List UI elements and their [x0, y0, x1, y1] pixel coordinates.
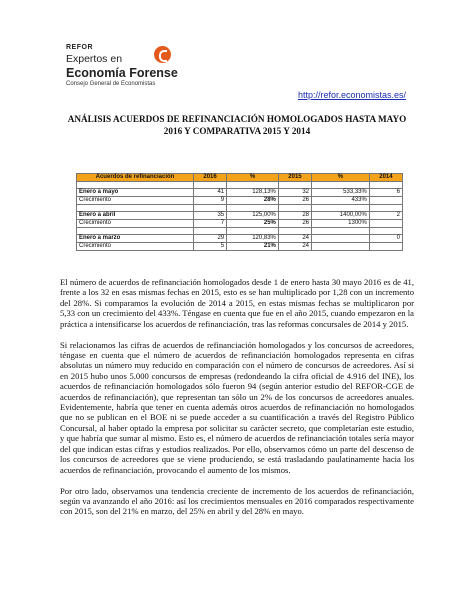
table-row: [77, 197, 403, 205]
table-cell: 9: [194, 197, 227, 205]
logo-line2: Economía Forense: [66, 66, 178, 80]
table-cell: 24: [278, 235, 311, 243]
logo-line3: Consejo General de Economistas: [66, 81, 156, 87]
table-cell: 5: [194, 243, 227, 251]
table-cell: 128,13%: [227, 189, 279, 197]
website-link[interactable]: http://refor.economistas.es/: [297, 90, 406, 100]
table-spacer-row: [77, 182, 403, 189]
table-row: [77, 189, 403, 197]
logo-small-text: REFOR: [66, 44, 93, 51]
table-header-cell: 2014: [369, 174, 402, 182]
table-row: [77, 235, 403, 243]
table-cell: 28: [278, 212, 311, 220]
table-cell: 2: [369, 212, 402, 220]
table-cell: 433%: [312, 197, 370, 205]
table-cell: 0: [369, 235, 402, 243]
table-header-cell: Acuerdos de refinanciación: [77, 174, 194, 182]
table-cell: [369, 197, 402, 205]
table-header-cell: 2016: [194, 174, 227, 182]
body-text: [60, 277, 414, 527]
table-cell: 26: [278, 220, 311, 228]
table-header-cell: 2015: [278, 174, 311, 182]
table-header-row: [77, 174, 403, 182]
row-label: Crecimiento: [77, 220, 194, 228]
paragraph: El número de acuerdos de refinanciación homologados desde 1 de enero hasta 30 mayo 2016 es de 41, frente a los 32 en esas mismas fechas en 2015, esto es se han multiplicado por 1,28 con un incremento del 28%. Si comparamos la evolución de 2014 a 2015, en estas mismas fechas se multiplicaron por 5,33 con un crecimiento del 433%. Téngase en cuenta que fue en el año 2015, cuando empezaron en la práctica a intensificarse los acuerdos de refinanciación, tras las reformas concursales de 2014 y 2015.: [60, 277, 414, 329]
table-cell: 29: [194, 235, 227, 243]
table-cell: 1300%: [312, 220, 370, 228]
table-cell: [312, 243, 370, 251]
logo-line1: Expertos en: [66, 53, 123, 65]
table-cell: 32: [278, 189, 311, 197]
document-title: ANÁLISIS ACUERDOS DE REFINANCIACIÓN HOMOLOGADOS HASTA MAYO 2016 Y COMPARATIVA 2015 Y 2014: [67, 114, 407, 136]
table-cell: [312, 235, 370, 243]
table-header-cell: %: [312, 174, 370, 182]
paragraph: Por otro lado, observamos una tendencia creciente de incremento de los acuerdos de refinanciación, según va avanzando el año 2016: así los crecimientos mensuales en 2016 comparados respectivamente con 2015, son del 21% en marzo, del 25% en abril y del 28% en mayo.: [60, 485, 414, 517]
table-cell: [369, 243, 402, 251]
table-row: [77, 220, 403, 228]
table-cell: 41: [194, 189, 227, 197]
table-cell: 25%: [227, 220, 279, 228]
table-cell: 21%: [227, 243, 279, 251]
table-cell: 125,00%: [227, 212, 279, 220]
paragraph: Si relacionamos las cifras de acuerdos de refinanciación homologados y los concursos de acreedores, téngase en cuenta que el número de acuerdos de refinanciación homologados representa en cifras absolutas un número muy reducido en comparación con el número de concursos de acreedores. Así si en 2015 hubo unos 5.000 concursos de empresas (redondeando la cifra oficial de 4.916 del INE), los acuerdos de refinanciación homologados sólo fueron 94 (según anterior estudio del REFOR-CGE de acuerdos de refinanciación), que representan tan sólo un 2% de los concursos de acreedores anuales. Evidentemente, habría que tener en cuenta además otros acuerdos de refinanciación no homologados que no se publican en el BOE ni se puede acceder a su cuantificación a través del Registro Público Concursal, al haber optado la empresa por solicitar su carácter secreto, que completarían este estudio, y que habría que sumar al mismo. Esto es, el número de acuerdos de refinanciación totales sería mayor del que indican estas cifras y estudios realizados. Por ello, observamos cómo un parte del descenso de los concursos de acreedores que se viene produciendo, se está trasladando paulatinamente hacia los acuerdos de refinanciación, provocando el aumento de los mismos.: [60, 339, 414, 475]
row-label: Enero a marzo: [77, 235, 194, 243]
table-cell: 24: [278, 243, 311, 251]
table-header-cell: %: [227, 174, 279, 182]
table-spacer-row: [77, 228, 403, 235]
table-cell: 533,33%: [312, 189, 370, 197]
table-cell: 28%: [227, 197, 279, 205]
table-cell: 26: [278, 197, 311, 205]
table-spacer-row: [77, 205, 403, 212]
logo-mark-icon: [154, 46, 171, 63]
table-cell: 1400,00%: [312, 212, 370, 220]
row-label: Crecimiento: [77, 243, 194, 251]
table-row: [77, 243, 403, 251]
table-cell: 35: [194, 212, 227, 220]
table-cell: [369, 220, 402, 228]
refinancing-table: [76, 173, 403, 251]
row-label: Enero a abril: [77, 212, 194, 220]
row-label: Crecimiento: [77, 197, 194, 205]
table-cell: 6: [369, 189, 402, 197]
table-cell: 120,83%: [227, 235, 279, 243]
row-label: Enero a mayo: [77, 189, 194, 197]
table-row: [77, 212, 403, 220]
table-cell: 7: [194, 220, 227, 228]
